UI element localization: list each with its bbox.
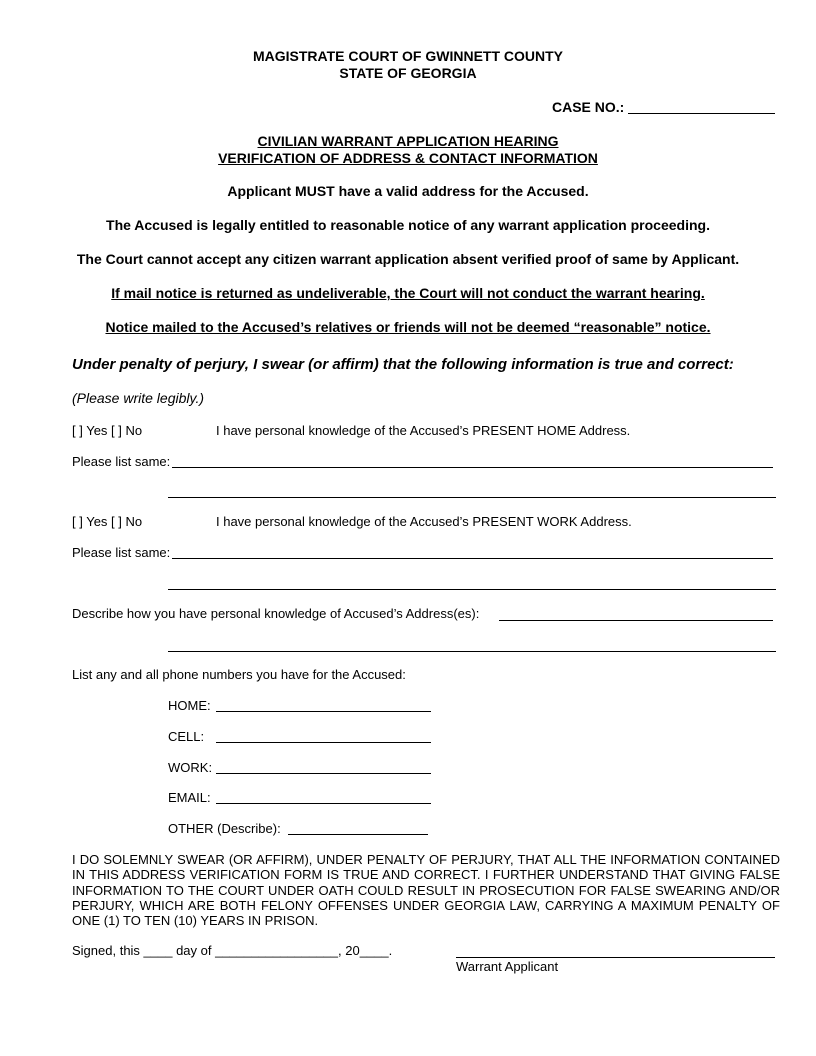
- notice-relatives-friends: Notice mailed to the Accused’s relatives or friends will not be deemed “reasonable” notice.: [105, 319, 711, 335]
- email-label: EMAIL:: [168, 790, 211, 805]
- signed-date-line[interactable]: Signed, this ____ day of _________________, 20____.: [72, 943, 393, 958]
- work-address-line-1[interactable]: [172, 558, 773, 559]
- home-list-label: Please list same:: [72, 454, 171, 469]
- other-contact-label: OTHER (Describe):: [168, 821, 281, 836]
- sworn-affirmation-paragraph: I DO SOLEMNLY SWEAR (OR AFFIRM), UNDER PENALTY OF PERJURY, THAT ALL THE INFORMATION CONTAINED IN THIS ADDRESS VERIFICATION FORM IS TRUE AND CORRECT. I FURTHER UNDERSTAND THAT GIVING FALSE INFORMATION TO THE COURT UNDER OATH COULD RESULT IN PROSECUTION FOR FALSE SWEARING AND/OR PERJURY, WHICH ARE BOTH FELONY OFFENSES UNDER GEORGIA LAW, CARRYING A MAXIMUM PENALTY OF ONE (1) TO TEN (10) YEARS IN PRISON.: [72, 852, 780, 929]
- notice-undeliverable: If mail notice is returned as undeliverable, the Court will not conduct the warrant hearing.: [111, 285, 705, 301]
- notice-valid-address: Applicant MUST have a valid address for the Accused.: [227, 183, 589, 199]
- work-address-line-2[interactable]: [168, 589, 776, 590]
- work-knowledge-label: I have personal knowledge of the Accused’s PRESENT WORK Address.: [216, 514, 632, 529]
- work-list-label: Please list same:: [72, 545, 171, 560]
- work-phone-label: WORK:: [168, 760, 213, 775]
- warrant-applicant-label: Warrant Applicant: [456, 959, 559, 974]
- home-yes-no-checkbox[interactable]: [ ] Yes [ ] No: [72, 423, 143, 438]
- other-contact-field[interactable]: [288, 834, 428, 835]
- cell-phone-label: CELL:: [168, 729, 205, 744]
- home-address-line-1[interactable]: [172, 467, 773, 468]
- notice-verified-proof: The Court cannot accept any citizen warrant application absent verified proof of same by Applicant.: [76, 251, 740, 267]
- home-phone-label: HOME:: [168, 698, 211, 713]
- home-address-line-2[interactable]: [168, 497, 776, 498]
- case-number-label: CASE NO.:: [552, 99, 625, 115]
- work-yes-no-checkbox[interactable]: [ ] Yes [ ] No: [72, 514, 143, 529]
- describe-knowledge-line-1[interactable]: [499, 620, 773, 621]
- describe-knowledge-label: Describe how you have personal knowledge of Accused’s Address(es):: [72, 606, 480, 621]
- court-name: MAGISTRATE COURT OF GWINNETT COUNTY: [252, 48, 564, 64]
- form-title-line2: VERIFICATION OF ADDRESS & CONTACT INFORMATION: [218, 150, 598, 166]
- write-legibly-note: (Please write legibly.): [72, 390, 205, 406]
- home-phone-field[interactable]: [216, 711, 431, 712]
- describe-knowledge-line-2[interactable]: [168, 651, 776, 652]
- applicant-signature-line[interactable]: [456, 957, 775, 958]
- case-number-field[interactable]: [628, 113, 775, 114]
- cell-phone-field[interactable]: [216, 742, 431, 743]
- email-field[interactable]: [216, 803, 431, 804]
- state-name: STATE OF GEORGIA: [339, 65, 477, 81]
- phone-list-intro: List any and all phone numbers you have for the Accused:: [72, 667, 406, 682]
- home-knowledge-label: I have personal knowledge of the Accused’s PRESENT HOME Address.: [216, 423, 631, 438]
- form-title-line1: CIVILIAN WARRANT APPLICATION HEARING: [257, 133, 559, 149]
- work-phone-field[interactable]: [216, 773, 431, 774]
- perjury-statement: Under penalty of perjury, I swear (or affirm) that the following information is true and correct:: [72, 356, 734, 373]
- notice-reasonable-notice: The Accused is legally entitled to reasonable notice of any warrant application proceeding.: [106, 217, 710, 233]
